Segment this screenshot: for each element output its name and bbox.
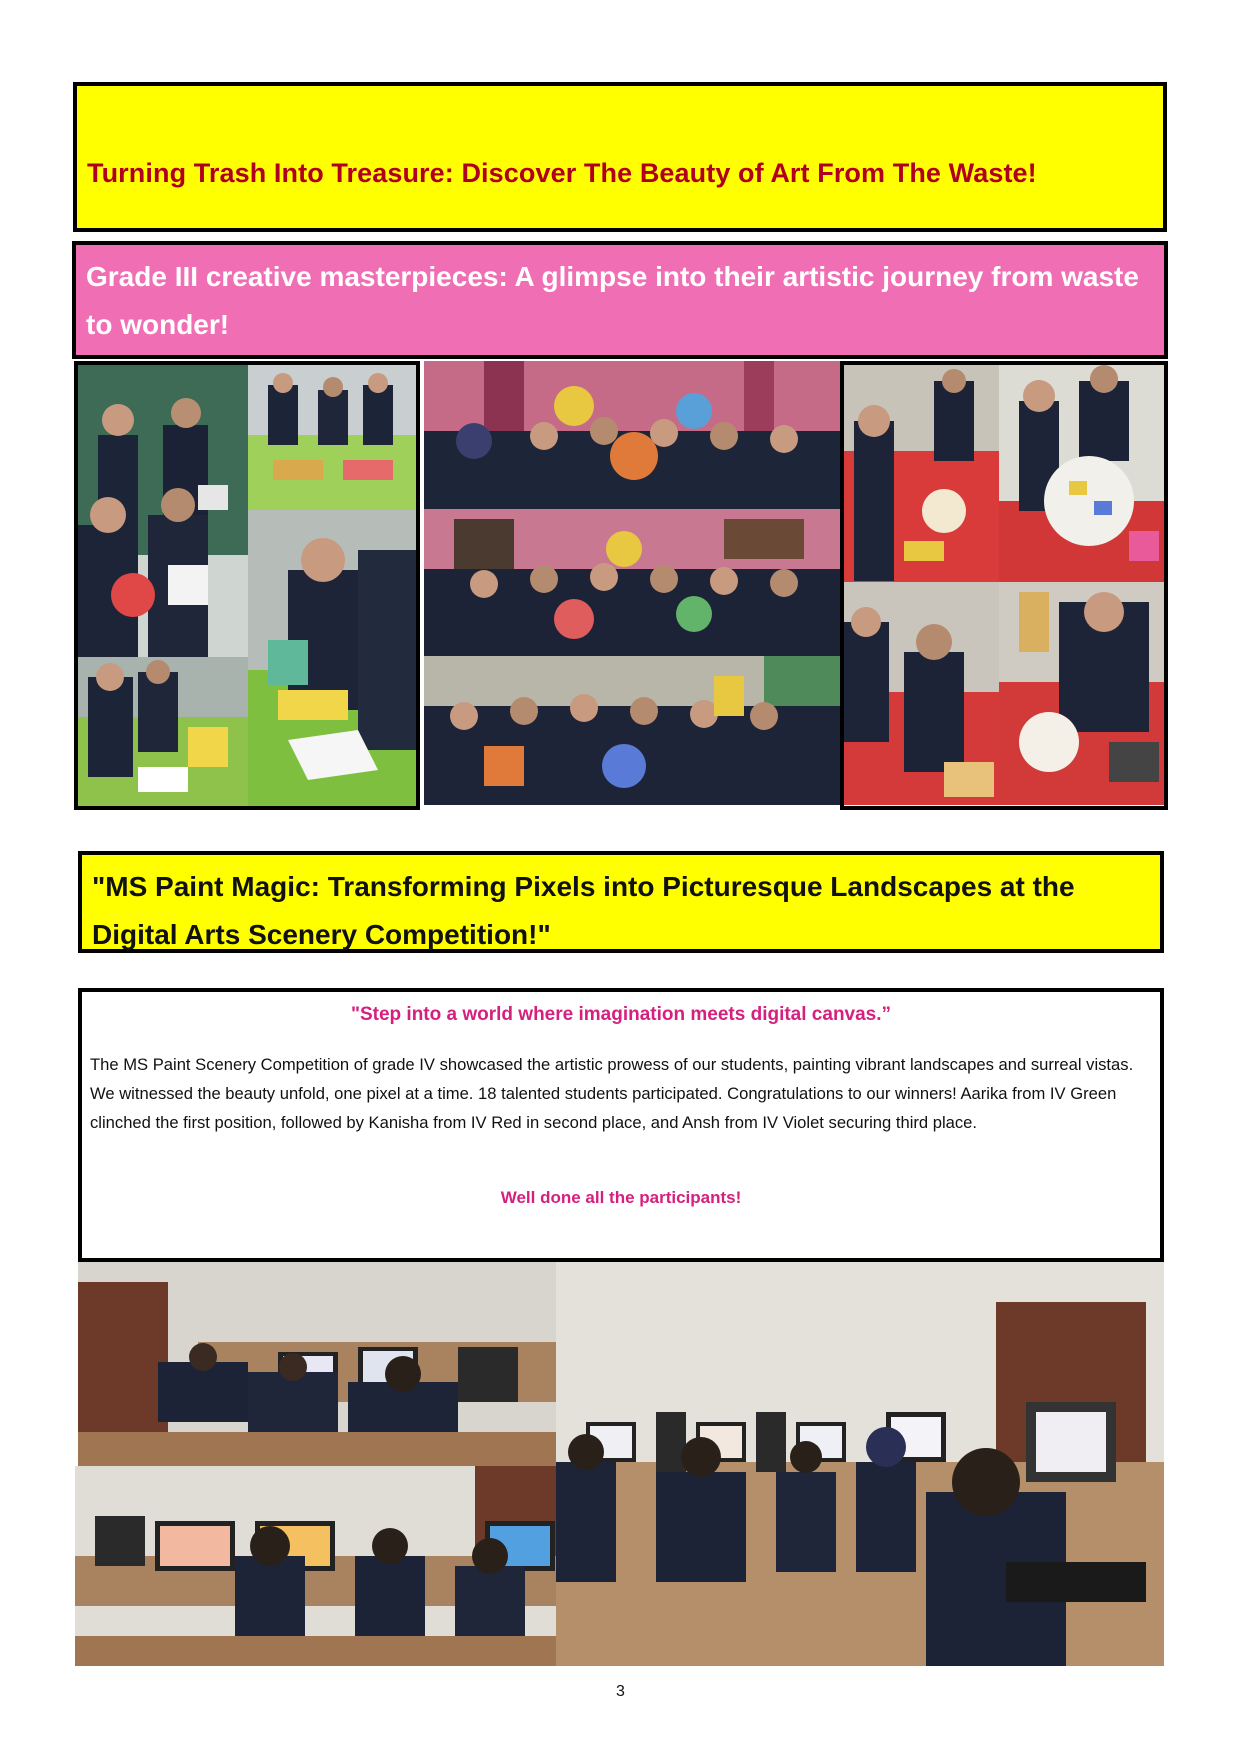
ms-paint-competition-banner [78, 851, 1164, 953]
photo-girl-with-craft [248, 510, 416, 806]
collage-right-frame [840, 361, 1168, 810]
photo-craft-items-table [248, 365, 416, 510]
competition-description: The MS Paint Scenery Competition of grade IV showcased the artistic prowess of our students, painting vibrant landscapes and surreal vistas. We witnessed the beauty unfold, one pixel at a time. 18 talented students participated. Congratulations to our winners! Aarika from IV Green clinched the first position, followed by Kanisha from IV Red in second place, and Ansh from IV Violet securing third place. [90, 1055, 1134, 1132]
photo-computer-lab-students-2 [75, 1466, 556, 1666]
photo-group-holding-crafts-1 [424, 361, 840, 509]
art-from-waste-title: Turning Trash Into Treasure: Discover The Beauty of Art From The Waste! [87, 158, 1037, 188]
photo-computer-lab-students-1 [78, 1262, 556, 1466]
photo-computer-lab-wide [556, 1262, 1164, 1666]
photo-students-classroom-board [78, 365, 248, 657]
ms-paint-competition-title: "MS Paint Magic: Transforming Pixels into Picturesque Landscapes at the Digital Arts Scenery Competition!" [92, 871, 1075, 950]
competition-description-box [78, 988, 1164, 1262]
photo-students-crafting-desk [78, 657, 248, 806]
photo-group-holding-crafts-2 [424, 509, 840, 656]
photo-group-holding-crafts-3 [424, 656, 840, 805]
grade-three-subtitle-banner [72, 241, 1168, 359]
page-number: 3 [616, 1683, 625, 1700]
closing-line: Well done all the participants! [500, 1188, 742, 1207]
art-from-waste-banner [73, 82, 1167, 232]
competition-quote: "Step into a world where imagination meets digital canvas.” [350, 1004, 892, 1025]
grade-three-subtitle: Grade III creative masterpieces: A glimpse into their artistic journey from waste to wonder! [86, 261, 1139, 340]
